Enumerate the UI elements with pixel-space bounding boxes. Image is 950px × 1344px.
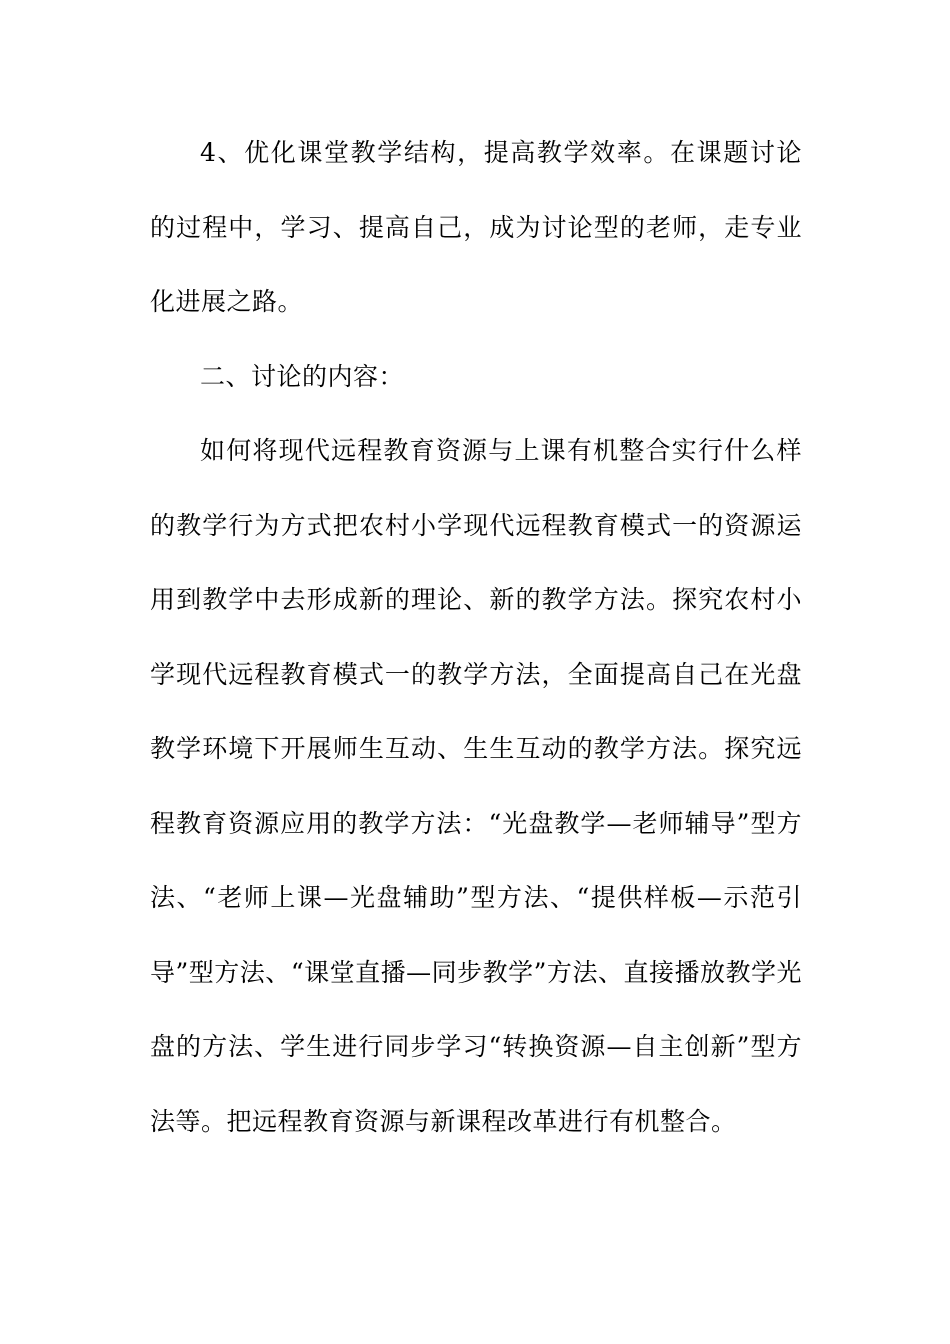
section-heading-content: 二、讨论的内容：: [200, 361, 405, 391]
document-body: [150, 116, 802, 1159]
paragraph-research-content: 如何将现代远程教育资源与上课有机整合实行什么样的教学行为方式把农村小学现代远程教育模式一的资源运用到教学中去形成新的理论、新的教学方法。探究农村小学现代远程教育模式一的教学方法，全面提高自己在光盘教学环境下开展师生互动、生生互动的教学方法。探究远程教育资源应用的教学方法：“光盘教学—老师辅导”型方法、“老师上课—光盘辅助”型方法、“提供样板—示范引导”型方法、“课堂直播—同步教学”方法、直接播放教学光盘的方法、学生进行同步学习“转换资源—自主创新”型方法等。把远程教育资源与新课程改革进行有机整合。: [150, 436, 802, 1136]
paragraph-goal-4: 4、优化课堂教学结构，提高教学效率。在课题讨论的过程中，学习、提高自己，成为讨论型的老师，走专业化进展之路。: [150, 138, 802, 316]
